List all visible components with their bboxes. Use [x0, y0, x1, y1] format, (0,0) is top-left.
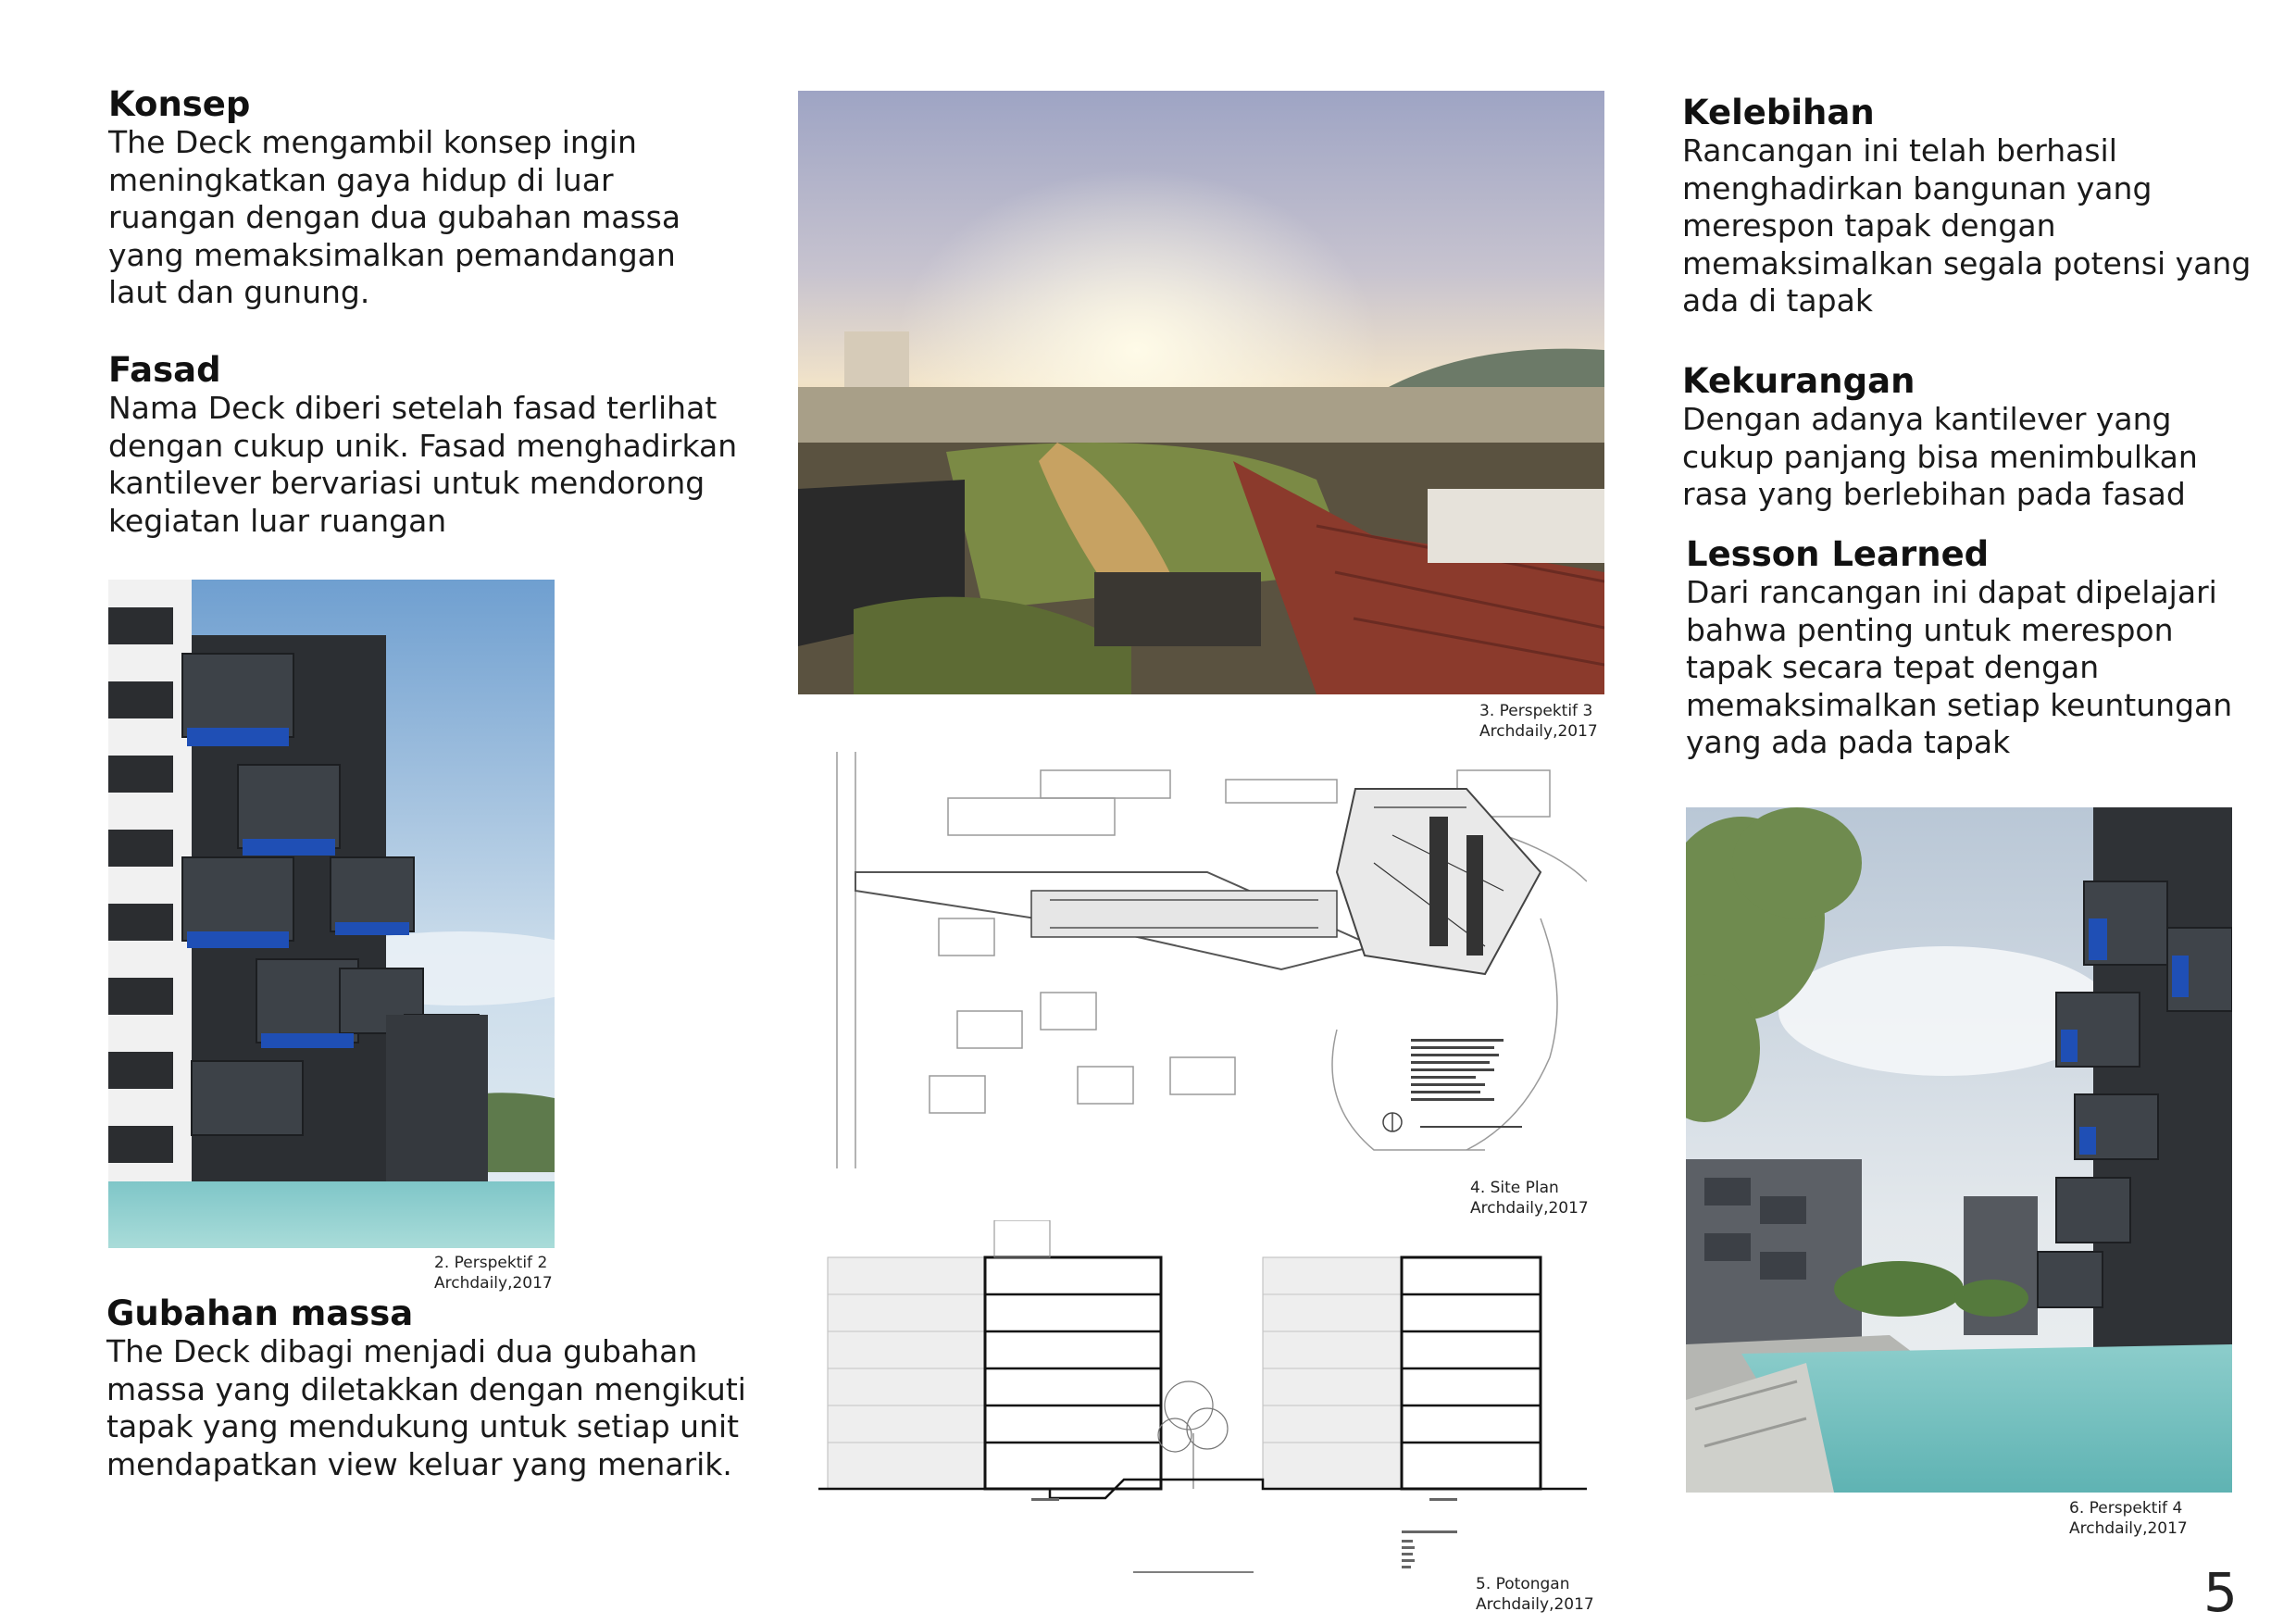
caption-perspektif-3: 3. Perspektif 3 Archdaily,2017 — [1479, 702, 1598, 741]
text-gubahan: The Deck dibagi menjadi dua gubahan massa yang diletakkan dengan mengikuti tapak yang mendukung untuk setiap unit mendapatkan view keluar yang menarik. — [106, 1333, 746, 1482]
caption-site-plan: 4. Site Plan Archdaily,2017 — [1470, 1179, 1589, 1218]
section-fasad — [108, 351, 775, 540]
section-gubahan — [106, 1294, 773, 1483]
drawing-site-plan — [818, 752, 1587, 1168]
drawing-potongan — [818, 1220, 1587, 1591]
heading-lesson-learned: Lesson Learned — [1686, 534, 1990, 574]
page-number: 5 — [2203, 1561, 2238, 1624]
text-konsep: The Deck mengambil konsep ingin meningkatkan gaya hidup di luar ruangan dengan dua gubahan massa yang memaksimalkan pemandangan laut dan gunung. — [108, 124, 681, 310]
section-lesson-learned — [1686, 535, 2278, 762]
photo-perspektif-2 — [108, 580, 555, 1248]
heading-gubahan: Gubahan massa — [106, 1293, 414, 1333]
photo-perspektif-3 — [798, 91, 1604, 694]
heading-kekurangan: Kekurangan — [1682, 361, 1915, 401]
photo-perspektif-4 — [1686, 807, 2232, 1493]
caption-perspektif-2: 2. Perspektif 2 Archdaily,2017 — [434, 1254, 553, 1293]
text-kekurangan: Dengan adanya kantilever yang cukup panjang bisa menimbulkan rasa yang berlebihan pada fasad — [1682, 401, 2198, 512]
heading-konsep: Konsep — [108, 84, 251, 124]
heading-kelebihan: Kelebihan — [1682, 93, 1875, 132]
text-kelebihan: Rancangan ini telah berhasil menghadirkan bangunan yang merespon tapak dengan memaksimalkan segala potensi yang ada di tapak — [1682, 132, 2252, 319]
text-lesson-learned: Dari rancangan ini dapat dipelajari bahwa penting untuk merespon tapak secara tepat dengan memaksimalkan setiap keuntungan yang ada pada tapak — [1686, 574, 2233, 760]
caption-potongan: 5. Potongan Archdaily,2017 — [1476, 1575, 1594, 1614]
heading-fasad: Fasad — [108, 350, 221, 390]
section-konsep — [108, 85, 756, 312]
caption-perspektif-4: 6. Perspektif 4 Archdaily,2017 — [2069, 1499, 2188, 1538]
section-kelebihan — [1682, 94, 2275, 320]
text-fasad: Nama Deck diberi setelah fasad terlihat dengan cukup unik. Fasad menghadirkan kantilever bervariasi untuk mendorong kegiatan luar ruangan — [108, 390, 738, 539]
section-kekurangan — [1682, 362, 2275, 514]
